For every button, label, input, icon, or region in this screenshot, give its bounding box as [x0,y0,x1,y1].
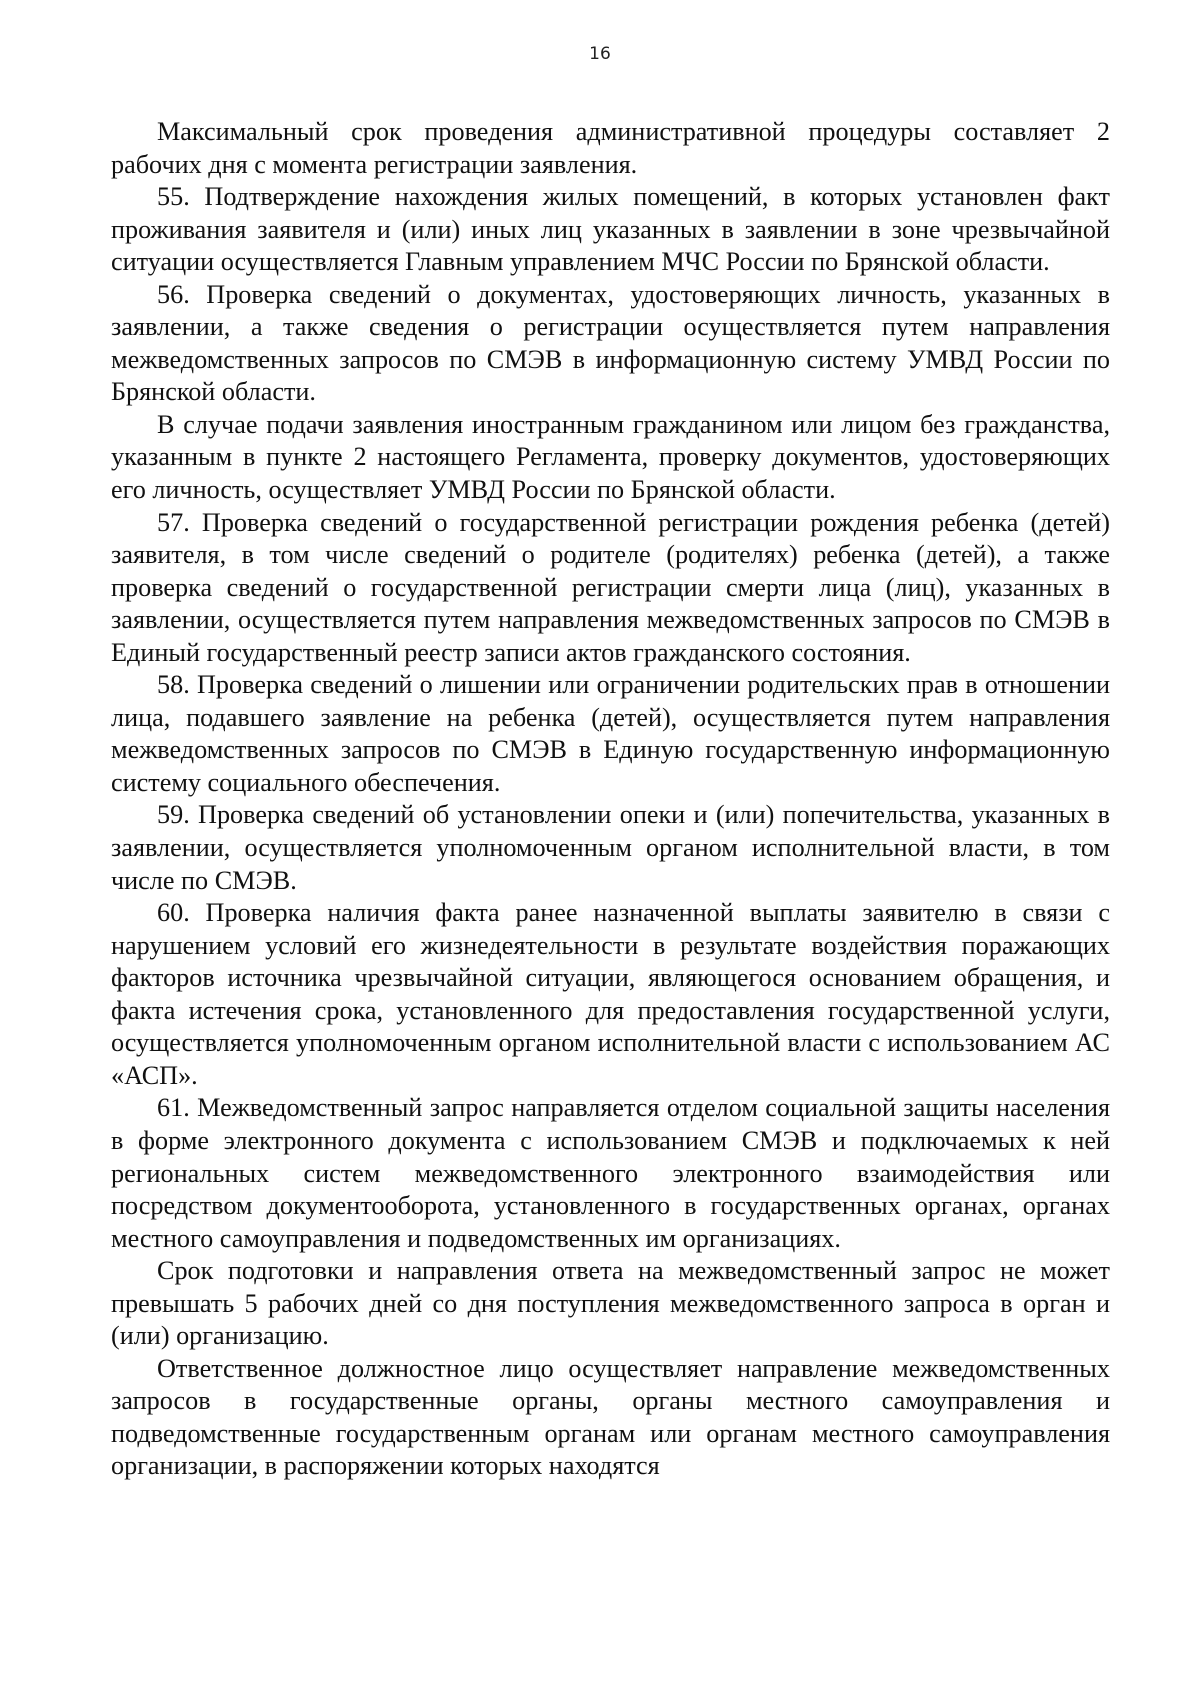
paragraph-responsible-official: Ответственное должностное лицо осуществляет направление межведомственных запросов в государственные органы, органы местного самоуправления и подведомственные государственным органам или органам местного самоуправления организации, в распоряжении которых находятся [111,1353,1110,1481]
paragraph-60: 60. Проверка наличия факта ранее назначенной выплаты заявителю в связи с нарушением условий его жизнедеятельности в результате воздействия поражающих факторов источника чрезвычайной ситуации, являющегося основанием обращения, и факта истечения срока, установленного для предоставления государственной услуги, осуществляется уполномоченным органом исполнительной власти с использованием АС «АСП». [111,898,1110,1090]
paragraph-max-term: Максимальный срок проведения административной процедуры составляет 2 рабочих дня с момента регистрации заявления. [111,117,1110,179]
page-number: 16 [589,44,611,64]
paragraph-55: 55. Подтверждение нахождения жилых помещений, в которых установлен факт проживания заявителя и (или) иных лиц указанных в заявлении в зоне чрезвычайной ситуации осуществляется Главным управлением МЧС России по Брянской области. [111,182,1110,277]
paragraph-foreign-citizen: В случае подачи заявления иностранным гражданином или лицом без гражданства, указанным в пункте 2 настоящего Регламента, проверку документов, удостоверяющих его личность, осуществляет УМВД России по Брянской области. [111,409,1110,505]
paragraph-57: 57. Проверка сведений о государственной регистрации рождения ребенка (детей) заявителя, в том числе сведений о родителе (родителях) ребенка (детей), а также проверка сведений о государственной регистрации смерти лица (лиц), указанных в заявлении, осуществляется путем направления межведомственных запросов по СМЭВ в Единый государственный реестр записи актов гражданского состояния. [111,507,1110,667]
paragraph-59: 59. Проверка сведений об установлении опеки и (или) попечительства, указанных в заявлении, осуществляется уполномоченным органом исполнительной власти, в том числе по СМЭВ. [111,800,1110,895]
document-body [111,116,1110,1483]
paragraph-response-term: Срок подготовки и направления ответа на межведомственный запрос не может превышать 5 рабочих дней со дня поступления межведомственного запроса в орган и (или) организацию. [111,1256,1110,1351]
paragraph-58: 58. Проверка сведений о лишении или ограничении родительских прав в отношении лица, подавшего заявление на ребенка (детей), осуществляется путем направления межведомственных запросов по СМЭВ в Единую государственную информационную систему социального обеспечения. [111,670,1110,797]
paragraph-56: 56. Проверка сведений о документах, удостоверяющих личность, указанных в заявлении, а также сведения о регистрации осуществляется путем направления межведомственных запросов по СМЭВ в информационную систему УМВД России по Брянской области. [111,279,1110,407]
paragraph-61: 61. Межведомственный запрос направляется отделом социальной защиты населения в форме электронного документа с использованием СМЭВ и подключаемых к ней региональных систем межведомственного электронного взаимодействия или посредством документооборота, установленного в государственных органах, органах местного самоуправления и подведомственных им организациях. [111,1093,1110,1253]
